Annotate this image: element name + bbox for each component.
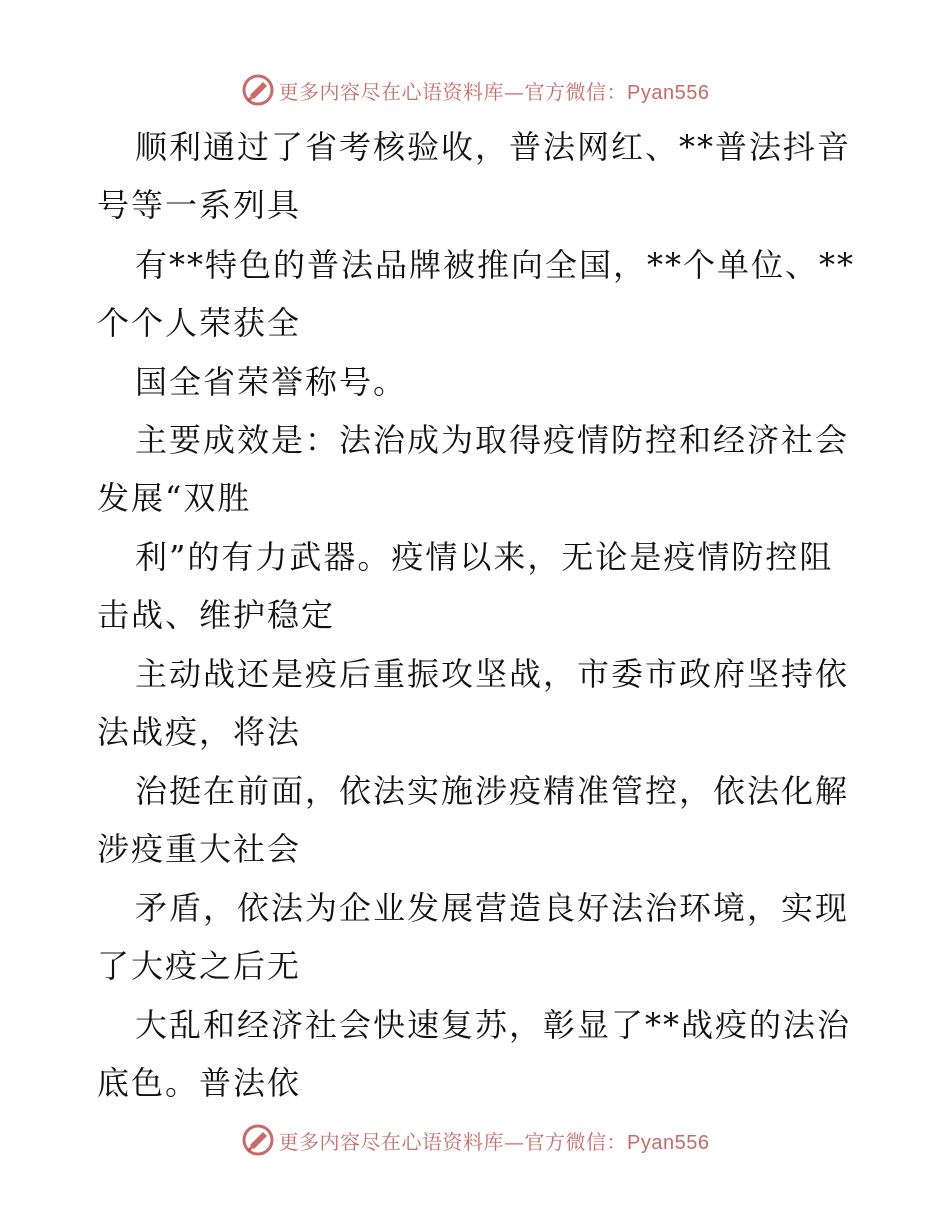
body-line: 有**特色的普法品牌被推向全国，**个单位、** (135, 246, 856, 284)
body-line: 了大疫之后无 (97, 947, 302, 985)
body-line: 主动战还是疫后重振攻坚战，市委市政府坚持依 (135, 655, 850, 693)
body-line: 击战、维护稳定 (97, 596, 336, 634)
body-line: 国全省荣誉称号。 (135, 363, 408, 401)
footer-watermark (0, 1120, 950, 1160)
body-line: 法战疫，将法 (97, 713, 302, 751)
body-line: 矛盾，依法为企业发展营造良好法治环境，实现 (135, 889, 850, 927)
header-watermark-text: 更多内容尽在心语资料库—官方微信： (278, 79, 628, 104)
body-line: 主要成效是：法治成为取得疫情防控和经济社会 (135, 421, 850, 459)
body-line: 涉疫重大社会 (97, 830, 302, 868)
logo-icon (241, 1123, 275, 1157)
body-line: 底色。普法依 (97, 1064, 302, 1102)
body-line: 号等一系列具 (97, 186, 302, 224)
body-line: 治挺在前面，依法实施涉疫精准管控，依法化解 (135, 772, 850, 810)
footer-watermark-id: Pyan556 (627, 1131, 710, 1154)
body-line: 发展“双胜 (97, 479, 252, 517)
body-line: 个个人荣获全 (97, 304, 302, 342)
body-line: 利”的有力武器。疫情以来，无论是疫情防控阻 (135, 538, 834, 576)
body-line: 大乱和经济社会快速复苏，彰显了**战疫的法治 (135, 1006, 852, 1044)
body-line: 顺利通过了省考核验收，普法网红、**普法抖音 (135, 128, 852, 166)
header-watermark-id: Pyan556 (627, 81, 710, 104)
footer-watermark-text: 更多内容尽在心语资料库—官方微信： (278, 1129, 628, 1154)
